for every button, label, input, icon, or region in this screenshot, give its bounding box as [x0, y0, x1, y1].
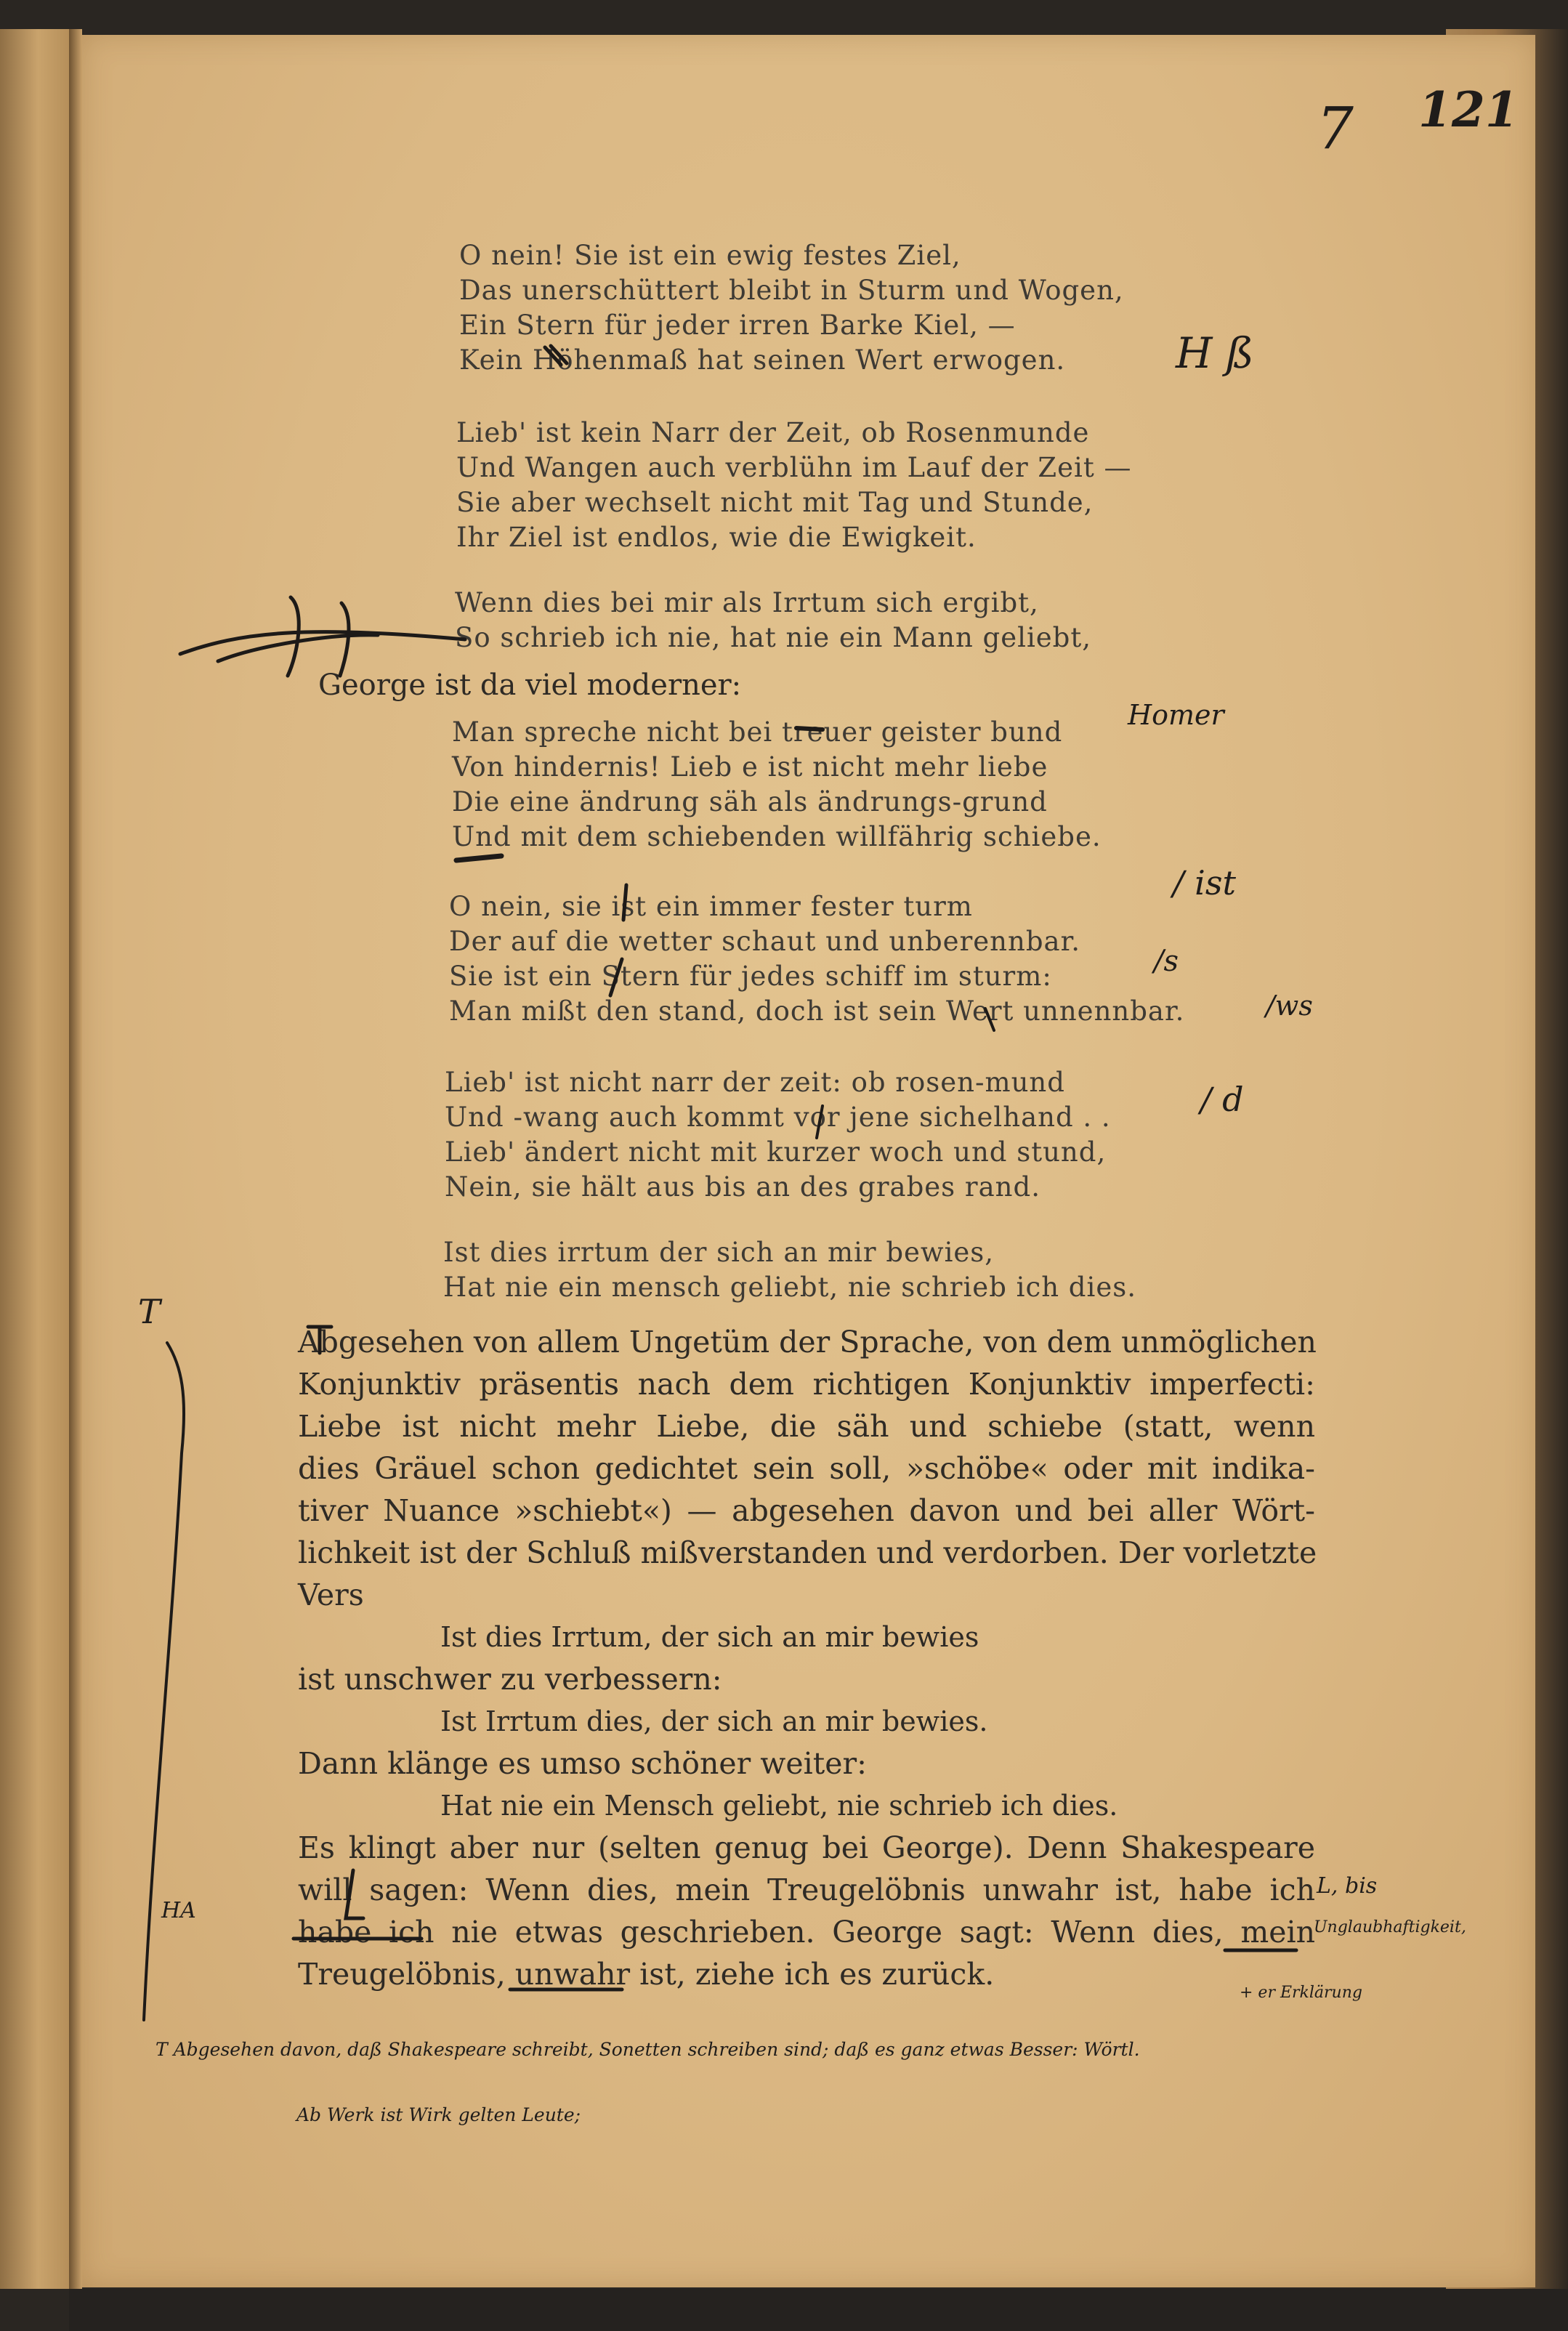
insertion-mark	[346, 1870, 363, 1918]
handwritten-footnote-line: T Abgesehen davon, daß Shakespeare schreibt, Sonetten schreiben sind; daß es ganz etwas Besser: Wörtl.	[155, 2039, 1140, 2060]
quoted-verse: Hat nie ein Mensch geliebt, nie schrieb ich dies.	[440, 1790, 1118, 1822]
correction-stroke	[623, 885, 626, 920]
verse-line: So schrieb ich nie, hat nie ein Mann geliebt,	[455, 622, 1092, 653]
prose-line: habe ich nie etwas geschrieben. George sagt: Wenn dies, mein	[298, 1915, 1315, 1950]
margin-annotation: /ws	[1266, 990, 1313, 1022]
verse-line: Von hindernis! Lieb e ist nicht mehr liebe	[452, 751, 1048, 783]
prose-line: Liebe ist nicht mehr Liebe, die säh und schiebe (statt, wenn	[298, 1409, 1315, 1444]
george-intro: George ist da viel moderner:	[318, 668, 742, 702]
verse-line: Sie aber wechselt nicht mit Tag und Stunde,	[456, 487, 1094, 518]
prose-line: Es klingt aber nur (selten genug bei George). Denn Shakespeare	[298, 1830, 1315, 1865]
handwritten-footnote-line: Ab Werk ist Wirk gelten Leute;	[296, 2104, 581, 2125]
margin-annotation: /s	[1154, 945, 1179, 978]
verse-line: Lieb' ändert nicht mit kurzer woch und stund,	[445, 1136, 1107, 1168]
prose-line: Treugelöbnis, unwahr ist, ziehe ich es zurück.	[298, 1957, 995, 1992]
deletion-mark	[180, 597, 465, 676]
verse-line: Das unerschüttert bleibt in Sturm und Wogen,	[459, 275, 1124, 306]
verse-line: Und mit dem schiebenden willfährig schiebe.	[452, 821, 1102, 852]
quoted-verse: Ist Irrtum dies, der sich an mir bewies.	[440, 1705, 988, 1737]
margin-annotation: HA	[161, 1898, 196, 1923]
correction-stroke	[817, 1106, 823, 1138]
verse-line: Der auf die wetter schaut und unberennbar.	[449, 926, 1080, 957]
verse-line: Hat nie ein mensch geliebt, nie schrieb ich dies.	[443, 1272, 1136, 1303]
prose-line: Abgesehen von allem Ungetüm der Sprache, von dem unmöglichen	[298, 1325, 1317, 1360]
verse-line: O nein, sie ist ein immer fester turm	[449, 891, 973, 922]
verse-line: Nein, sie hält aus bis an des grabes rand.	[445, 1171, 1040, 1203]
verse-line: Ein Stern für jeder irren Barke Kiel, —	[459, 310, 1016, 341]
verse-line: Ist dies irrtum der sich an mir bewies,	[443, 1237, 995, 1268]
prose-line: lichkeit ist der Schluß mißverstanden und verdorben. Der vorletzte	[298, 1535, 1317, 1570]
verse-line: Man spreche nicht bei treuer geister bund	[452, 716, 1063, 748]
correction-stroke	[456, 856, 501, 860]
verse-line: Wenn dies bei mir als Irrtum sich ergibt,	[455, 587, 1039, 618]
prose-line: Vers	[298, 1577, 364, 1612]
verse-line: Lieb' ist kein Narr der Zeit, ob Rosenmunde	[456, 417, 1090, 448]
margin-bracket	[144, 1343, 184, 2020]
verse-line: Kein Höhenmaß hat seinen Wert erwogen.	[459, 344, 1066, 376]
verse-line: Und Wangen auch verblühn im Lauf der Zeit —	[456, 452, 1132, 483]
page-number: 121	[1418, 81, 1519, 138]
prose-line: dies Gräuel schon gedichtet sein soll, »schöbe« oder mit indika-	[298, 1451, 1315, 1486]
margin-annotation: H ß	[1176, 328, 1254, 378]
verse-line: Und -wang auch kommt vor jene sichelhand . .	[445, 1102, 1111, 1133]
verse-line: Sie ist ein Stern für jedes schiff im sturm:	[449, 961, 1052, 992]
prose-line: ist unschwer zu verbessern:	[298, 1662, 722, 1697]
correction-stroke	[610, 959, 622, 995]
margin-annotation: Unglaubhaftigkeit,	[1314, 1918, 1466, 1936]
verse-line: Die eine ändrung säh als ändrungs-grund	[452, 786, 1048, 817]
page-mark: 7	[1317, 94, 1354, 162]
margin-annotation: T	[138, 1292, 161, 1331]
correction-stroke	[545, 346, 567, 365]
correction-stroke	[796, 728, 823, 730]
correction-stroke	[985, 1009, 994, 1030]
prose-line: Dann klänge es umso schöner weiter:	[298, 1746, 867, 1781]
margin-annotation: + er Erklärung	[1240, 1984, 1362, 2002]
verse-line: Man mißt den stand, doch ist sein Wert unnennbar.	[449, 995, 1185, 1027]
verse-line: O nein! Sie ist ein ewig festes Ziel,	[459, 240, 961, 271]
margin-annotation: Homer	[1128, 699, 1224, 731]
margin-annotation: L, bis	[1317, 1873, 1378, 1899]
prose-line: tiver Nuance »schiebt«) — abgesehen davon und bei aller Wört-	[298, 1493, 1315, 1528]
quoted-verse: Ist dies Irrtum, der sich an mir bewies	[440, 1621, 979, 1653]
margin-annotation: / ist	[1173, 863, 1236, 902]
prose-line: Konjunktiv präsentis nach dem richtigen Konjunktiv imperfecti:	[298, 1367, 1315, 1402]
insertion-mark	[308, 1327, 331, 1353]
verse-line: Ihr Ziel ist endlos, wie die Ewigkeit.	[456, 522, 977, 553]
verse-line: Lieb' ist nicht narr der zeit: ob rosen-mund	[445, 1067, 1065, 1098]
margin-annotation: / d	[1200, 1080, 1244, 1119]
prose-line: will sagen: Wenn dies, mein Treugelöbnis unwahr ist, habe ich	[298, 1873, 1315, 1907]
